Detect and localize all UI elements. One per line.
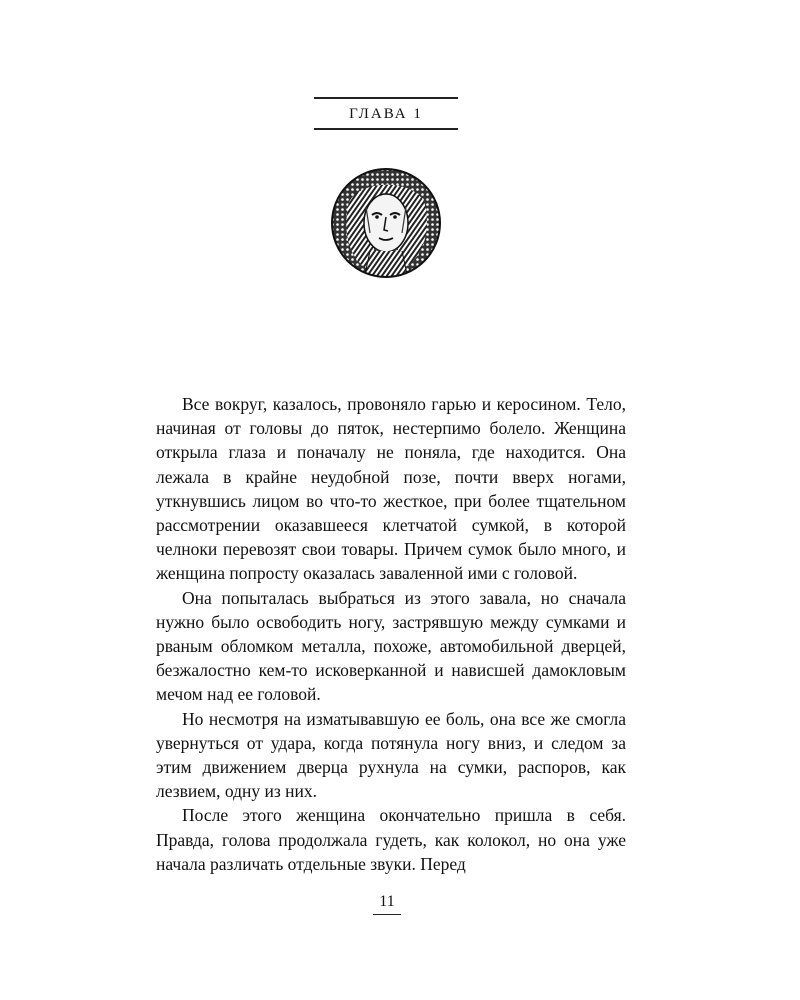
page-number-rule bbox=[373, 914, 401, 915]
paragraph: Она попыталась выбраться из этого завала, но сначала нужно было освободить ногу, застрявшую между сумками и рваным обломком металла, похоже, автомобильной дверцей, безжалостно кем-то исковерканной и нависшей дамокловым мечом над ее головой. bbox=[156, 587, 626, 705]
page-number: 11 bbox=[379, 893, 395, 910]
chapter-rule-top bbox=[314, 97, 458, 99]
paragraph: Все вокруг, казалось, провоняло гарью и керосином. Тело, начиная от головы до пяток, нестерпимо болело. Женщина открыла глаза и поначалу не поняла, где находится. Она лежала в крайне неудобной позе, почти вверх ногами, уткнувшись лицом во что-то жесткое, при более тщательном рассмотрении оказавшееся клетчатой сумкой, в которой челноки перевозят свои товары. Причем сумок было много, и женщина попросту оказалась заваленной ими с головой. bbox=[156, 394, 626, 584]
chapter-text bbox=[156, 392, 626, 876]
paragraph: После этого женщина окончательно пришла в себя. Правда, голова продолжала гудеть, как колокол, но она уже начала различать отдельные звуки. Перед bbox=[156, 805, 626, 874]
chapter-rule-bottom bbox=[314, 128, 458, 130]
chapter-title: ГЛАВА 1 bbox=[349, 106, 423, 122]
portrait-medallion-icon bbox=[330, 167, 442, 279]
paragraph: Но несмотря на изматывавшую ее боль, она все же смогла увернуться от удара, когда потянула ногу вниз, и следом за этим движением дверца рухнула на сумки, распоров, как лезвием, одну из них. bbox=[156, 708, 626, 802]
